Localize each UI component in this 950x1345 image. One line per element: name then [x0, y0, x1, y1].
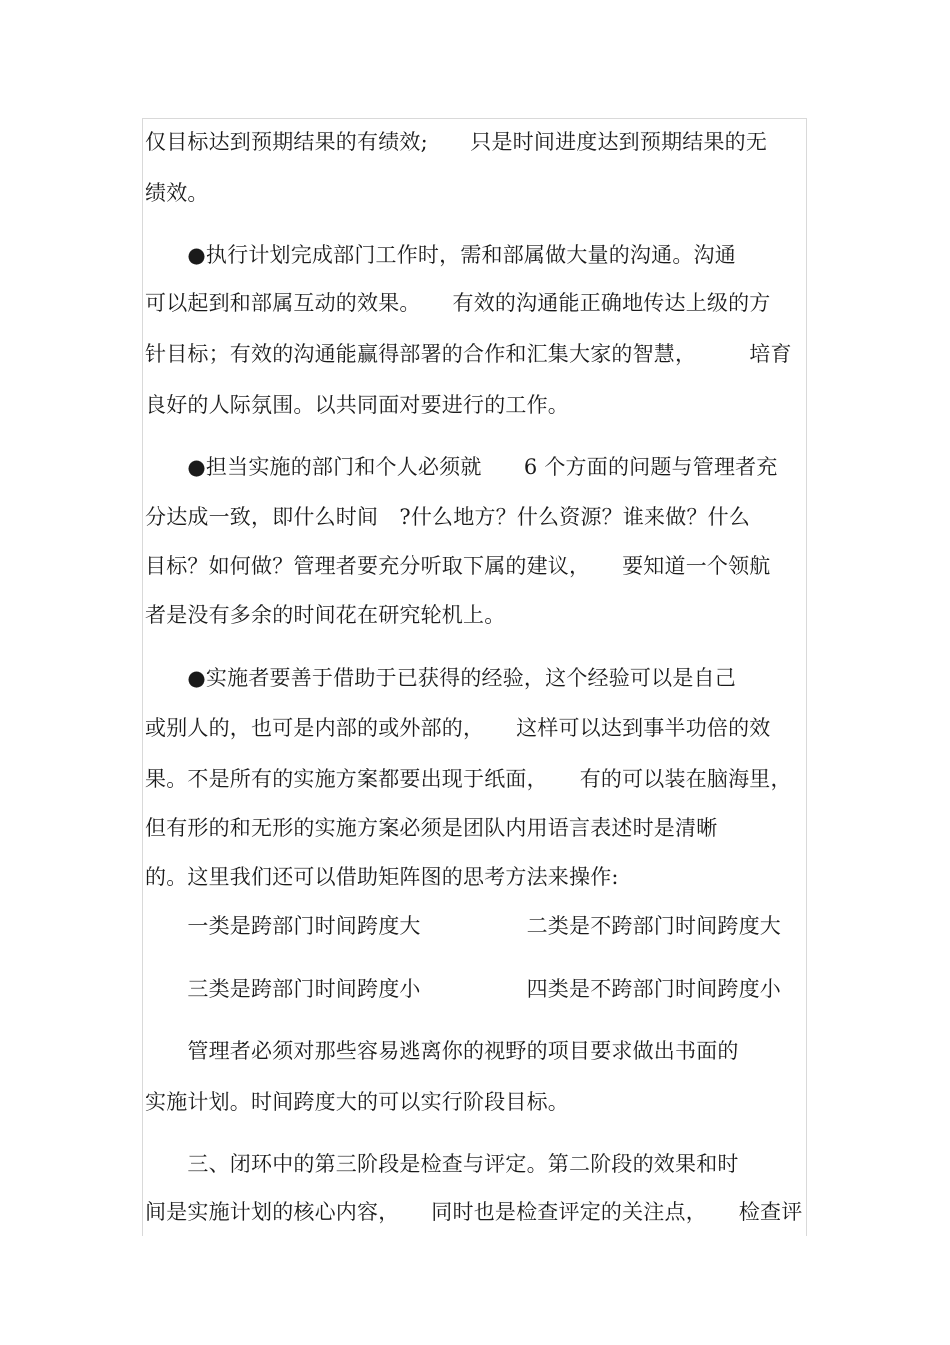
text-line: 三、闭环中的第三阶段是检查与评定。第二阶段的效果和时	[145, 1152, 739, 1176]
text-line: 良好的人际氛围。以共同面对要进行的工作。	[145, 393, 569, 417]
text-line: 仅目标达到预期结果的有绩效; 只是时间进度达到预期结果的无	[145, 130, 768, 154]
text-line: 但有形的和无形的实施方案必须是团队内用语言表述时是清晰	[145, 816, 718, 840]
text-line: 目标？如何做？管理者要充分听取下属的建议， 要知道一个领航	[145, 554, 771, 578]
text-line: ●实施者要善于借助于已获得的经验，这个经验可以是自己	[145, 666, 736, 690]
text-line: 果。不是所有的实施方案都要出现于纸面， 有的可以装在脑海里，	[145, 767, 792, 791]
matrix-line: 一类是跨部门时间跨度大 二类是不跨部门时间跨度大	[145, 914, 781, 938]
text-line: 分达成一致，即什么时间 ?什么地方？什么资源？谁来做？什么	[145, 505, 751, 529]
frame-top-rule	[142, 118, 807, 119]
text-line: 可以起到和部属互动的效果。 有效的沟通能正确地传达上级的方	[145, 291, 771, 315]
text-line: 间是实施计划的核心内容， 同时也是检查评定的关注点， 检查评	[145, 1200, 803, 1224]
text-line: ●执行计划完成部门工作时，需和部属做大量的沟通。沟通	[145, 243, 736, 267]
text-line: ●担当实施的部门和个人必须就 6 个方面的问题与管理者充	[145, 455, 778, 479]
frame-right-rule	[806, 118, 807, 1236]
matrix-line: 三类是跨部门时间跨度小 四类是不跨部门时间跨度小	[145, 977, 781, 1001]
text-line: 或别人的，也可是内部的或外部的， 这样可以达到事半功倍的效	[145, 716, 771, 740]
text-line: 绩效。	[145, 181, 209, 205]
text-line: 管理者必须对那些容易逃离你的视野的项目要求做出书面的	[145, 1039, 739, 1063]
text-line: 针目标；有效的沟通能赢得部署的合作和汇集大家的智慧， 培育	[145, 342, 792, 366]
text-line: 的。这里我们还可以借助矩阵图的思考方法来操作:	[145, 865, 619, 889]
text-line: 实施计划。时间跨度大的可以实行阶段目标。	[145, 1090, 569, 1114]
text-line: 者是没有多余的时间花在研究轮机上。	[145, 603, 506, 627]
frame-left-rule	[142, 118, 143, 1236]
